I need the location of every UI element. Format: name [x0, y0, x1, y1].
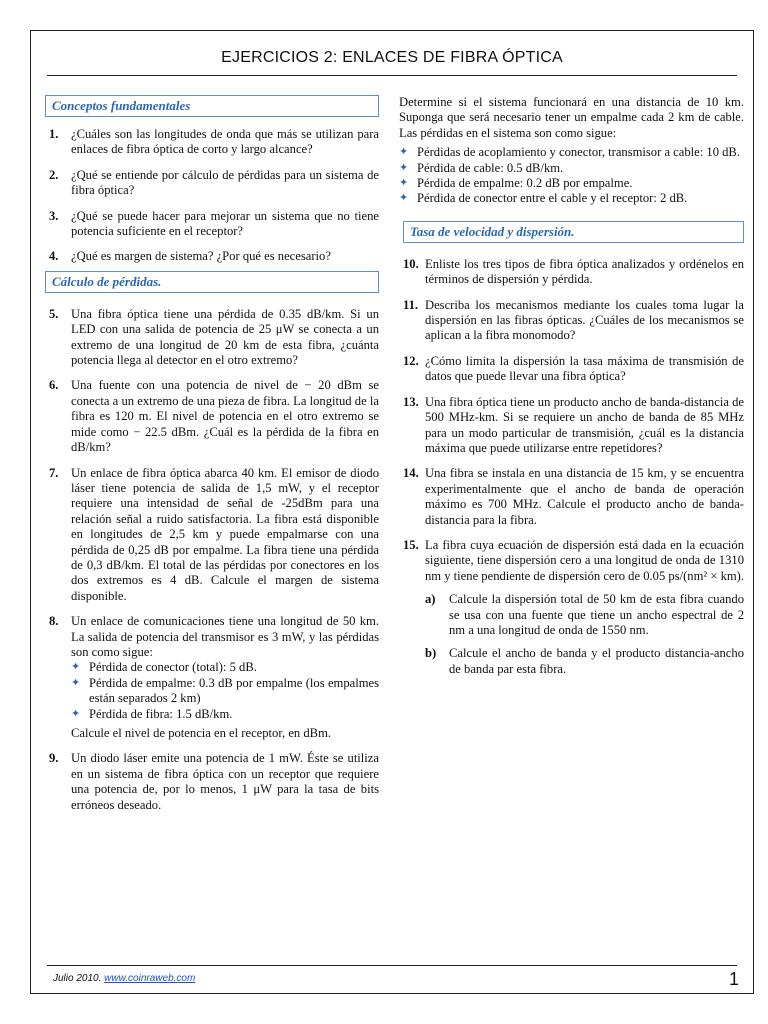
exercise-text: ¿Qué se puede hacer para mejorar un sistema que no tiene potencia suficiente en el receptor?	[71, 208, 379, 239]
bullet-text: Pérdida de fibra: 1.5 dB/km.	[89, 706, 233, 721]
star-bullet-icon: ✦	[71, 676, 81, 689]
exercise-number: 4.	[49, 249, 59, 264]
footer-divider	[47, 965, 737, 966]
exercise-text: Una fibra óptica tiene una pérdida de 0.35 dB/km. Si un LED con una salida de potencia de 25 μW se conecta a un extremo de una longitud de 20 km de esta fibra, ¿cuánta potencia llega al detector en el otro extremo?	[71, 306, 379, 368]
exercise-item	[45, 209, 379, 240]
exercise-text: Un enlace de comunicaciones tiene una longitud de 50 km. La salida de potencia del transmisor es 3 mW, y las pérdidas son como sigue:	[71, 614, 379, 659]
right-column	[399, 95, 744, 687]
exercise-text: Una fibra óptica tiene un producto ancho de banda-distancia de 500 MHz-km. Si se requiere un ancho de banda de 85 MHz para un modo particular de transmisión, ¿cuál es la distancia máxima que puede utilizarse entre repetidores?	[425, 394, 744, 455]
star-bullet-icon: ✦	[71, 707, 81, 720]
bullet-text: Pérdidas de acoplamiento y conector, transmisor a cable: 10 dB.	[417, 145, 740, 160]
exercise-item	[45, 378, 379, 455]
footer-link[interactable]: www.coinraweb.com	[104, 973, 196, 984]
bullet-text: Pérdida de conector (total): 5 dB.	[89, 660, 257, 675]
star-bullet-icon: ✦	[399, 177, 409, 190]
exercise-number: 11.	[403, 297, 419, 312]
exercise-item	[45, 307, 379, 369]
exercise-item	[399, 354, 744, 385]
exercise-text: Un enlace de fibra óptica abarca 40 km. El emisor de diodo láser tiene potencia de salida de 1,5 mW, y el receptor requiere una intensidad de señal de -25dBm para una relación señal a ruido satisfactoria. La fibra está disponible en longitudes de 2,5 km y puede empalmarse con una pérdida de 0,25 dB por empalme. La fibra tiene una pérdida de 0,3 dB/km. El total de las pérdidas por conectores en los dos extremos es 4 dB. Calcule el margen de sistema disponible.	[71, 465, 379, 603]
exercise-number: 2.	[49, 167, 59, 182]
bullet-item	[71, 660, 379, 675]
exercise-item	[45, 127, 379, 158]
exercise-text: Enliste los tres tipos de fibra óptica analizados y ordénelos en términos de dispersión y pérdida.	[425, 256, 744, 287]
exercise-item	[45, 751, 379, 813]
bullet-text: Pérdida de conector entre el cable y el receptor: 2 dB.	[417, 191, 688, 206]
exercise-number: 12.	[403, 353, 419, 368]
exercise-continuation: Determine si el sistema funcionará en una distancia de 10 km. Suponga que será necesario tener un empalme cada 2 km de cable. Las pérdidas en el sistema son como sigue:	[399, 95, 744, 140]
sub-question-text: Calcule el ancho de banda y el producto distancia-ancho de banda par esta fibra.	[449, 646, 744, 676]
exercise-body	[425, 538, 744, 677]
exercise-number: 1.	[49, 127, 59, 141]
sub-question	[425, 646, 744, 677]
exercise-text: Un diodo láser emite una potencia de 1 mW. Éste se utiliza en un sistema de fibra óptica con un receptor que requiere una potencia de, por lo menos, 1 μW para la tasa de bits erróneos deseado.	[71, 751, 379, 812]
star-bullet-icon: ✦	[399, 192, 409, 205]
bullet-text: Pérdida de cable: 0.5 dB/km.	[417, 160, 564, 175]
exercise-item	[399, 298, 744, 344]
exercise-text: ¿Qué es margen de sistema? ¿Por qué es necesario?	[71, 249, 331, 264]
exercise-item	[399, 257, 744, 288]
exercise-text: Una fuente con una potencia de nivel de − 20 dBm se conecta a un extremo de una pieza de fibra. La longitud de la fibra es 120 m. El nivel de potencia en el otro extremo se mide como − 22.5 dBm. ¿Cuál es la pérdida de la fibra en dB/km?	[71, 378, 379, 455]
bullet-item	[399, 191, 744, 206]
bullet-item	[399, 161, 744, 176]
sub-question	[425, 592, 744, 638]
page-number: 1	[728, 969, 739, 989]
exercise-number: 13.	[403, 394, 419, 409]
exercise-number: 5.	[49, 306, 59, 321]
exercise-number: 7.	[49, 465, 59, 480]
section-heading-dispersion: Tasa de velocidad y dispersión.	[403, 221, 744, 243]
exercise-item	[45, 466, 379, 605]
exercise-item	[45, 249, 379, 264]
bullet-text: Pérdida de empalme: 0.3 dB por empalme (los empalmes están separados 2 km)	[89, 675, 379, 706]
exercise-body	[71, 614, 379, 741]
sub-question-label: b)	[425, 646, 437, 661]
exercise-item	[399, 466, 744, 528]
bullet-item	[71, 707, 379, 722]
exercise-text: La fibra cuya ecuación de dispersión está dada en la ecuación siguiente, tiene dispersión cero a una longitud de onda de 1310 nm y tiene pendiente de dispersión cero de 0.05 ps/(nm² × km).	[425, 537, 745, 583]
exercise-number: 3.	[49, 208, 59, 223]
exercise-item	[399, 538, 744, 677]
bullet-text: Pérdida de empalme: 0.2 dB por empalme.	[417, 176, 633, 191]
star-bullet-icon: ✦	[399, 161, 409, 174]
section-heading-losses: Cálculo de pérdidas.	[45, 271, 379, 293]
exercise-item	[45, 168, 379, 199]
page-frame	[30, 30, 754, 994]
star-bullet-icon: ✦	[399, 146, 409, 159]
left-column	[45, 95, 379, 823]
exercise-text: ¿Cómo limita la dispersión la tasa máxima de transmisión de datos que puede llevar una fibra óptica?	[425, 353, 744, 384]
sub-question-label: a)	[425, 592, 436, 607]
exercise-number: 6.	[49, 378, 59, 393]
footer-date: Julio 2010.	[53, 973, 102, 984]
bullet-item	[399, 176, 744, 191]
exercise-number: 8.	[49, 614, 59, 629]
exercise-number: 10.	[403, 256, 419, 271]
title-divider	[47, 75, 737, 76]
exercise-number: 14.	[403, 466, 419, 481]
sub-question-text: Calcule la dispersión total de 50 km de esta fibra cuando se usa con una fuente que tiene un ancho espectral de 2 nm a una longitud de onda de 1550 nm.	[449, 592, 744, 637]
exercise-text: Una fibra se instala en una distancia de 15 km, y se encuentra experimentalmente que el ancho de banda de operación máximo es 700 MHz. Calcule el producto ancho de banda-distancia para la fibra.	[425, 466, 744, 527]
bullet-item	[71, 676, 379, 707]
exercise-item	[399, 395, 744, 457]
exercise-text: Calcule el nivel de potencia en el receptor, en dBm.	[71, 726, 332, 740]
exercise-number: 9.	[49, 751, 59, 766]
exercise-item	[45, 614, 379, 741]
star-bullet-icon: ✦	[71, 661, 81, 674]
footer	[53, 973, 195, 984]
section-heading-fundamentals: Conceptos fundamentales	[45, 95, 379, 117]
exercise-number: 15.	[403, 537, 419, 552]
exercise-text: ¿Qué se entiende por cálculo de pérdidas para un sistema de fibra óptica?	[71, 167, 379, 198]
bullet-item	[399, 145, 744, 160]
exercise-text: ¿Cuáles son las longitudes de onda que más se utilizan para enlaces de fibra óptica de corto y largo alcance?	[71, 127, 379, 157]
exercise-text: Describa los mecanismos mediante los cuales toma lugar la dispersión en las fibras ópticas. ¿Cuáles de los mecanismos se aplican a la fibra monomodo?	[425, 297, 744, 343]
page-title: EJERCICIOS 2: ENLACES DE FIBRA ÓPTICA	[221, 49, 563, 66]
